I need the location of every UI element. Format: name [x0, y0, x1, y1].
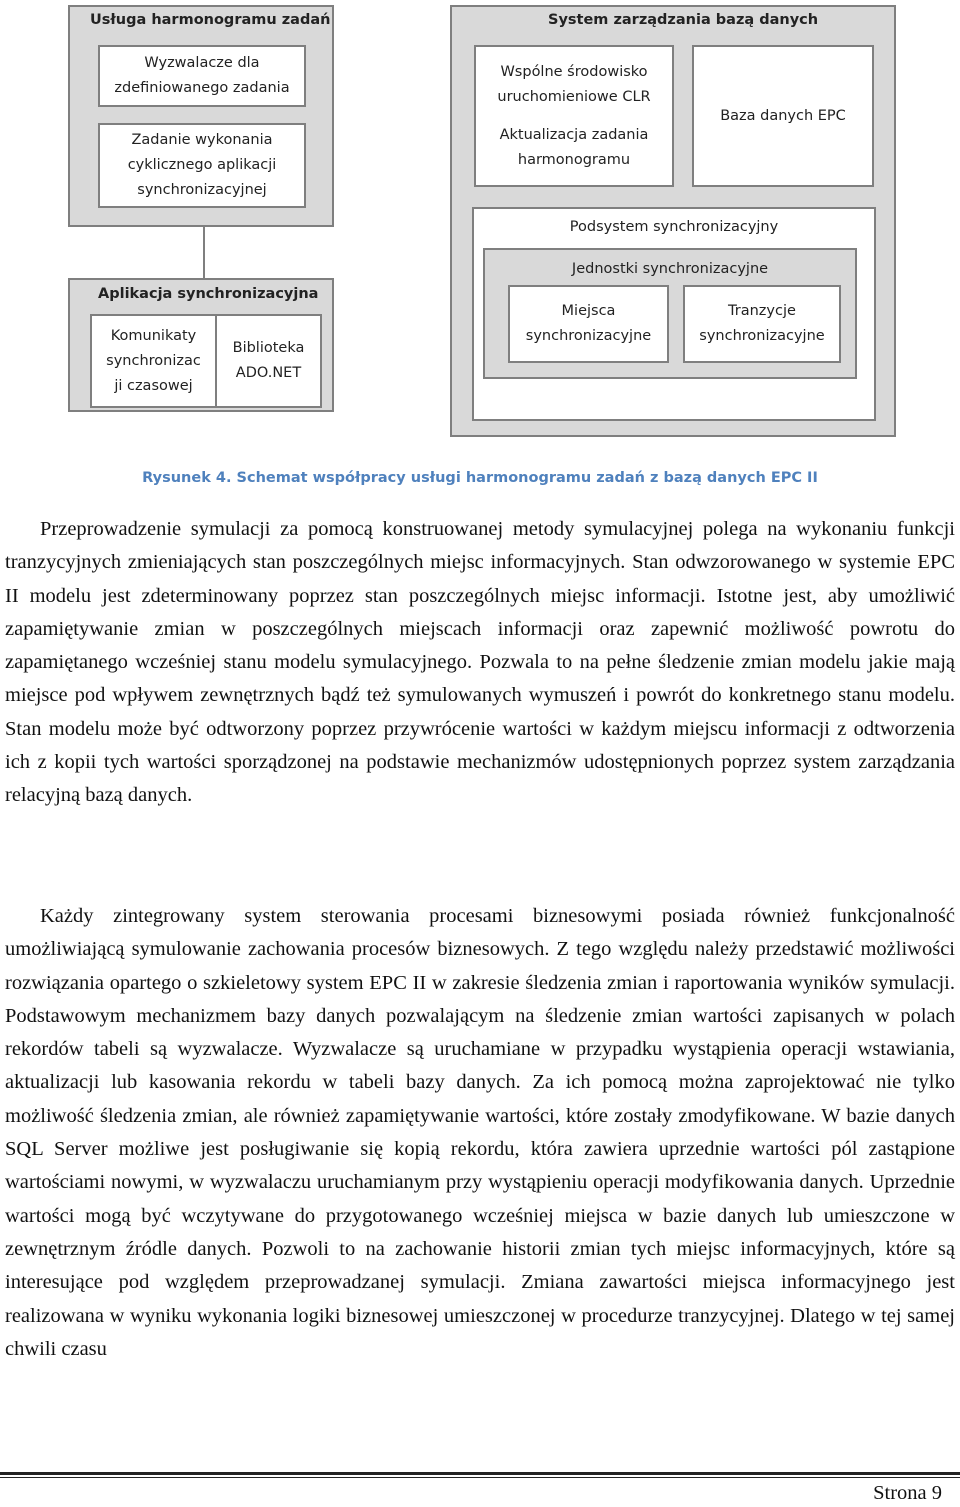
paragraph-1: Przeprowadzenie symulacji za pomocą konstruowanej metody symulacyjnej polega na wykonaniu funkcji tranzycyjnych zmieniających stan poszczególnych miejsc informacyjnych. Stan odwzorowanego w systemie EPC II modelu jest zdeterminowany poprzez stan poszczególnych miejsc informacji. Istotne jest, aby umożliwić zapamiętywanie zmian w poszczególnych miejscach informacji oraz zapewnić możliwość powrotu do zapamiętanego wcześniej stanu modelu symulacyjnego. Pozwala to na pełne śledzenie zmian modelu jakie mają miejsce pod wpływem zewnętrznych bądź też symulowanych wymuszeń i powrót do konkretnego stanu modelu. Stan modelu może być odtworzony poprzez przywrócenie wartości w każdym miejscu informacji z odtworzenia ich z kopii tych wartości sporządzonej na podstawie mechanizmów udostępnionych poprzez system zarządzania relacyjną bazą danych.	[5, 518, 955, 807]
sync-transitions-label: Tranzycje synchronizacyjne	[699, 303, 825, 344]
task-box	[98, 123, 306, 208]
sync-units-title: Jednostki synchronizacyjne	[571, 261, 769, 277]
clr-update-box	[474, 45, 674, 187]
dbms-title: System zarządzania bazą danych	[548, 12, 819, 28]
epc-database-label: Baza danych EPC	[720, 107, 846, 124]
triggers-box	[98, 45, 306, 107]
messages-label: Komunikaty synchronizac ji czasowej	[106, 327, 201, 394]
task-label: Zadanie wykonania cyklicznego aplikacji synchronizacyjnej	[127, 132, 277, 198]
update-task-label: Aktualizacja zadania harmonogramu	[499, 126, 649, 168]
scheduler-service-title: Usługa harmonogramu zadań	[90, 12, 331, 28]
clr-label: Wspólne środowisko uruchomieniowe CLR	[497, 63, 651, 105]
triggers-label: Wyzwalacze dla zdefiniowanego zadania	[114, 55, 290, 96]
sync-subsystem-title: Podsystem synchronizacyjny	[569, 219, 779, 235]
paragraph-2: Każdy zintegrowany system sterowania procesami biznesowymi posiada również funkcjonalność umożliwiającą symulowanie zachowania procesów biznesowych. Z tego względu należy przedstawić możliwości rozwiązania opartego o szkieletowy system EPC II w zakresie śledzenia zmian i raportowania wyników symulacji. Podstawowym mechanizmem bazy danych pozwalającym na śledzenie zmian wartości zapisanych w polach rekordów tabeli są wyzwalacze. Wyzwalacze są uruchamiane w przypadku wystąpienia operacji wstawiania, aktualizacji lub kasowania rekordu w tabeli bazy danych. Za ich pomocą można zaprojektować nie tylko możliwość śledzenia zmian, ale również zapamiętywanie wartości, które zostały zmodyfikowane. W bazie danych SQL Server możliwe jest posługiwanie się kopią rekordu, która zawiera uprzednie wartości pól zastąpione wartościami nowymi, w wyzwalaczu uruchamianym przy wystąpieniu operacji modyfikowania danych. Uprzednie wartości mogą być wczytywane do przygotowanego wcześniej miejsca w bazie danych lub umieszczone w zewnętrznym źródle danych. Pozwoli to na zachowanie historii zmian tych miejsc informacyjnych, które są interesujące pod względem przeprowadzanej symulacji. Zmiana zawartości miejsca informacyjnego jest realizowana w wyniku wykonania logiki biznesowej umieszczonej w procedurze tranzycyjnej. Dlatego w tej samej chwili czasu	[5, 905, 955, 1360]
figure-caption: Rysunek 4. Schemat współpracy usługi harmonogramu zadań z bazą danych EPC II	[142, 470, 818, 486]
ado-library-label: Biblioteka ADO.NET	[232, 340, 305, 381]
architecture-diagram	[0, 0, 960, 445]
epc-database-box	[692, 45, 874, 187]
page-number: Strona 9	[873, 1482, 942, 1504]
connector-line	[203, 227, 205, 278]
sync-app-title: Aplikacja synchronizacyjna	[98, 286, 319, 302]
footer-rule	[0, 1472, 960, 1475]
ado-library-box	[215, 314, 322, 408]
messages-box	[90, 314, 217, 408]
sync-transitions-box	[683, 285, 841, 363]
sync-places-box	[508, 285, 669, 363]
footer-rule-thin	[0, 1477, 960, 1478]
sync-places-label: Miejsca synchronizacyjne	[525, 303, 652, 344]
